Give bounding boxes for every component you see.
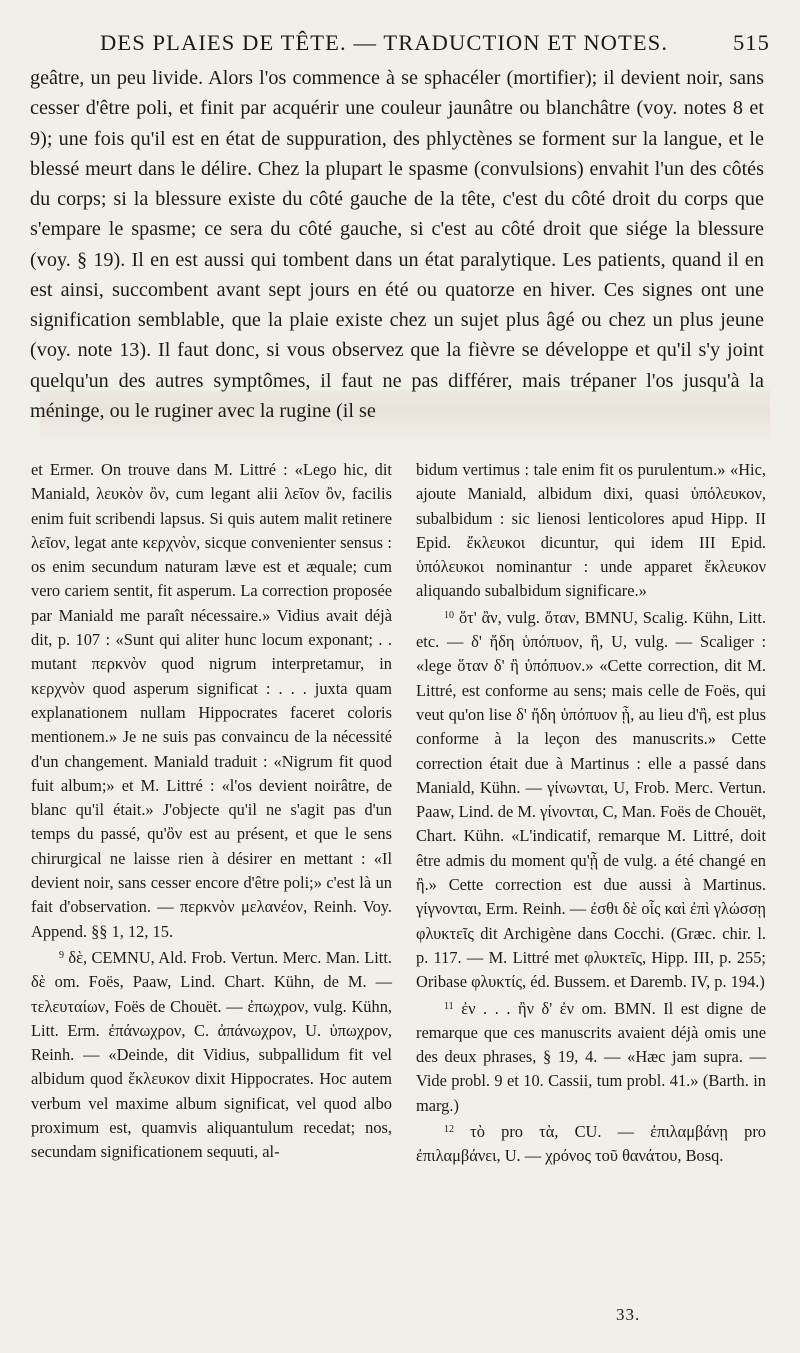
note-12: [416, 1118, 766, 1169]
notes-left-column: [31, 458, 392, 1165]
note-marker: 10: [444, 609, 454, 621]
main-text: geâtre, un peu livide. Alors l'os commence à se sphacéler (mortifier); il devient noir, sans cesser d'être poli, et finit par acquérir une couleur jaunâtre ou blanchâtre (voy. notes 8 et 9); une fois qu'il est en état de suppuration, des phlyctènes se forment sur la langue, et le blessé meurt dans le délire. Chez la plupart le spasme (convulsions) envahit l'un des côtés du corps; si la blessure existe du côté gauche de la tête, c'est du côté droit du corps que s'empare le spasme; ce sera du côté gauche, si c'est au côté droit que siége la blessure (voy. § 19). Il en est aussi qui tombent dans un état paralytique. Les patients, quand il en est ainsi, succombent avant sept jours en été ou quatorze en hiver. Ces signes ont une signification semblable, que la plaie existe chez un sujet plus âgé ou chez un plus jeune (voy. note 13). Il faut donc, si vous observez que la fièvre se développe et qu'il s'y joint quelqu'un des autres symptômes, il faut ne pas différer, mais trépaner l'os jusqu'à la méninge, ou le ruginer avec la rugine (il se: [30, 67, 764, 422]
note-continuation: bidum vertimus : tale enim fit os purulentum.» «Hic, ajoute Maniald, albidum dixi, quasi ὑπόλευκον, subalbidum : sic lienosi lenticolores apud Hipp. II Epid. ἔκλευκοι dicuntur, qui idem III Epid. ὑπόλευκοι nominantur : unde apparet ἔκλευκον aliquando subalbidum significare.»: [416, 460, 766, 601]
note-10: [416, 604, 766, 995]
running-title: DES PLAIES DE TÊTE. — TRADUCTION ET NOTES.: [100, 30, 669, 55]
note-10-text: ὅτ' ἂν, vulg. ὅταν, BMNU, Scalig. Kühn, Litt. etc. — δ' ἤδη ὑπόπυον, ἢ, U, vulg. — Scaliger : «lege ὅταν δ' ἢ ὑπόπυον.» «Cette correction, dit M. Littré, est conforme au sens; mais celle de Foës, qui veut qu'on lise δ' ἤδη ὑπόπυον ᾖ, au lieu d'ἢ, est plus conforme à la leçon des manuscrits.» Cette correction était due à Martinus : elle a passé dans Maniald, Kühn. — γίνωνται, U, Frob. Merc. Vertun. Paaw, Lind. de M. γίνονται, C, Man. Foës de Chouët, Chart. Kühn. «L'indicatif, remarque M. Littré, doit être admis du moment qu'ᾖ de vulg. a été changé en ἢ.» Cette correction est due aussi à Martinus. γίγνονται, Erm. Reinh. — ἐσθι δὲ οἷς καὶ ἐπὶ γλώσσῃ φλυκτεῖς dit Archigène dans Cocchi. (Græc. chir. l. p. 117. — M. Littré met φλυκτεῖς, Hipp. III, p. 255; Oribase φλυκτίς, éd. Bussem. et Daremb. IV, p. 194.): [416, 607, 767, 992]
note-12-text: τὸ pro τὰ, CU. — ἐπιλαμβάνῃ pro ἐπιλαμβάνει, U. — χρόνος τοῦ θανάτου, Bosq.: [416, 1122, 766, 1166]
note-marker: 9: [59, 949, 64, 961]
note-continuation: et Ermer. On trouve dans M. Littré : «Lego hic, dit Maniald, λευκὸν ὂν, cum legant alii λεῖον ὂν, facilis enim fuit scribendi lapsus. Si quis autem malit retinere λεῖον, legat ante κερχνὸν, sicque convenienter sensus : os enim secundum naturam læve est et æquale; cum vero cariem sentit, fit asperum. La correction proposée par Maniald me paraît nécessaire.» Vidius avait déjà dit, p. 107 : «Sunt qui aliter hunc locum exponant; . . mutant περκνὸν quod nigrum interpretamur, in κερχνὸν quod asperum significat : . . . juxta quam explanationem nullam Hippocrates faceret coloris mentionem.» Je ne suis pas convaincu de la nécessité d'un changement. Maniald traduit : «Nigrum fit quod fuit album;» et M. Littré : «l'os devient noirâtre, de blanc qu'il était.» J'objecte qu'il ne s'agit pas d'un temps du passé, qu'ὂν est au présent, et que le sens chirurgical ne laisse rien à désirer en mettant : «Il devient noir, sans cesser encore d'être poli;» c'est là un fait d'observation. — περκνὸν μελανέον, Reinh. Voy. Append. §§ 1, 12, 15.: [31, 460, 392, 941]
page-number: 515: [732, 30, 770, 55]
note-9: [31, 944, 392, 1165]
note-11-text: ἐν . . . ἢν δ' ἐν om. BMN. Il est digne de remarque que ces manuscrits avaient déjà omis une des deux phrases, § 19, 4. — «Hæc jam supra. — Vide probl. 9 et 10. Cassii, tum probl. 41.» (Barth. in marg.): [416, 998, 766, 1115]
notes-right-column: [416, 458, 766, 1169]
note-marker: 12: [444, 1124, 454, 1136]
note-marker: 11: [444, 1000, 454, 1012]
note-9-text: δὲ, CEMNU, Ald. Frob. Vertun. Merc. Man. Litt. δὲ om. Foës, Paaw, Lind. Chart. Kühn, de M. — τελευταίων, Foës de Chouët. — ἐπωχρον, vulg. Kühn, Litt. Erm. ἐπάνωχρον, C. ἀπάνωχρον, U. ὑπωχρον, Reinh. — «Deinde, dit Vidius, subpallidum fit vel albidum quod ἔκλευκον dixit Hippocrates. Hoc autem verbum vel maxime album significat, vel quod albo proximum est, quamvis aliquantulum recedat; nos, secundam significationem sequuti, al-: [31, 947, 392, 1162]
note-11: [416, 995, 766, 1118]
signature-mark: 33.: [616, 1305, 641, 1324]
